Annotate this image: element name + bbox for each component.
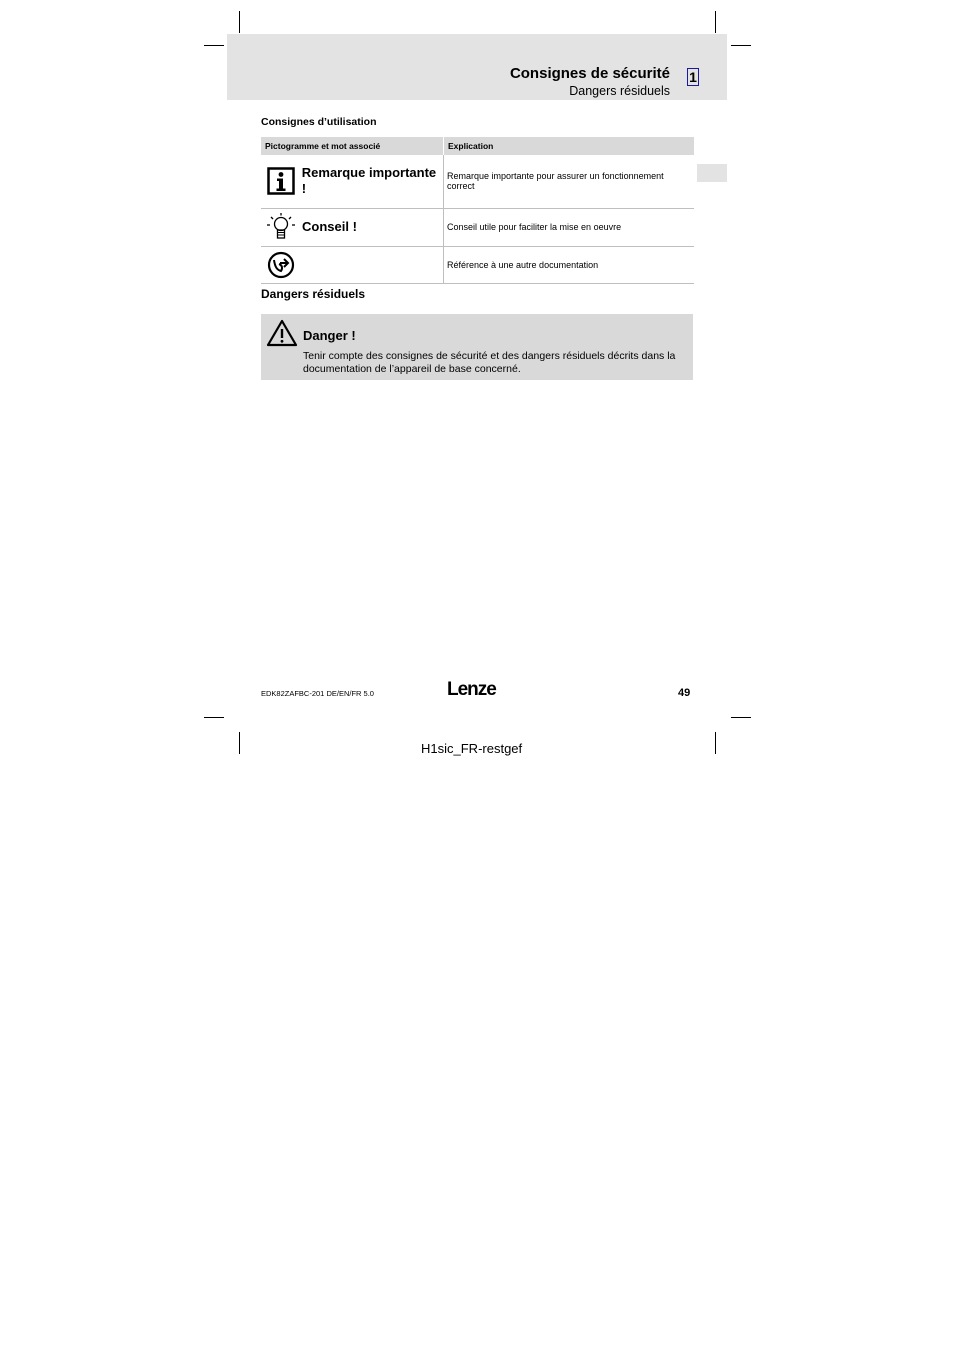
warning-triangle-icon [266, 319, 298, 352]
usage-heading: Consignes d’utilisation [261, 116, 377, 128]
lightbulb-icon [266, 212, 296, 242]
column-header: Explication [444, 137, 695, 155]
crop-mark [731, 717, 751, 718]
table-cell [261, 208, 444, 246]
picto-label: Conseil ! [302, 219, 357, 234]
job-name: H1sic_FR-restgef [421, 741, 523, 756]
page-number: 49 [678, 687, 691, 699]
table-cell: Remarque importante pour assurer un fonctionnement correct [444, 155, 695, 208]
info-icon [266, 166, 296, 196]
danger-text: Tenir compte des consignes de sécurité et des dangers résiduels décrits dans la documentation de l’appareil de base concerné. [303, 350, 676, 375]
chapter-tab-marker [697, 164, 727, 182]
lenze-logo: Lenze [447, 679, 496, 700]
crop-mark [204, 717, 224, 718]
crop-mark [239, 732, 240, 754]
crop-mark [715, 732, 716, 754]
crop-mark [731, 45, 751, 46]
crop-mark [715, 11, 716, 33]
table-row [261, 155, 694, 208]
document-code: EDK82ZAFBC-201 DE/EN/FR 5.0 [261, 689, 374, 698]
page-subtitle: Dangers résiduels [569, 84, 670, 98]
residual-heading: Dangers résiduels [261, 287, 366, 301]
table-row [261, 246, 694, 283]
reference-icon [266, 250, 296, 280]
picto-label: Remarque importante ! [301, 165, 437, 197]
pictogram-table [261, 137, 694, 284]
table-header-row [261, 137, 694, 155]
table-row [261, 208, 694, 246]
danger-title: Danger ! [303, 328, 356, 343]
column-header: Pictogramme et mot associé [261, 137, 444, 155]
crop-mark [204, 45, 224, 46]
table-cell: Conseil utile pour faciliter la mise en oeuvre [444, 208, 695, 246]
chapter-link[interactable]: 1 [687, 68, 699, 86]
table-cell [261, 246, 444, 283]
page-title: Consignes de sécurité [509, 65, 670, 82]
table-cell [261, 155, 444, 208]
table-cell: Référence à une autre documentation [444, 246, 695, 283]
crop-mark [239, 11, 240, 33]
